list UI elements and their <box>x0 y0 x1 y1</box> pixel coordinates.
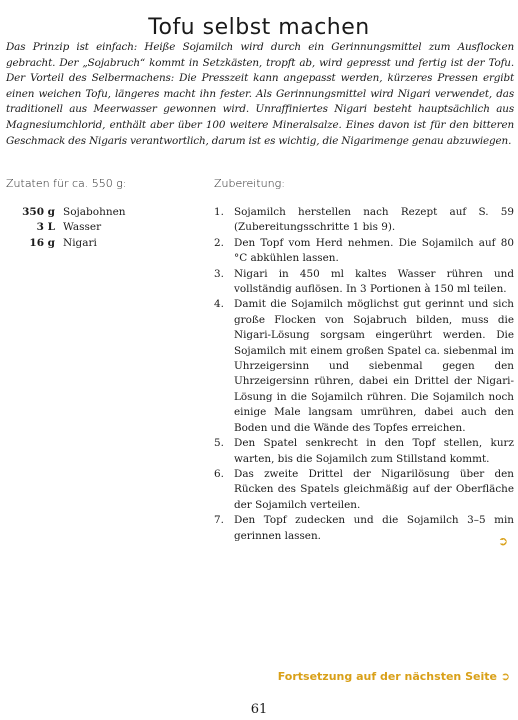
step-item <box>214 205 514 236</box>
step-text: Sojamilch herstellen nach Rezept auf S. 59 (Zubereitungsschritte 1 bis 9). <box>234 206 514 234</box>
step-text: Damit die Sojamilch möglichst gut gerinnt und sich große Flocken von Sojabruch bilden, muss die Nigari-Lösung sorgsam eingerührt werden. Die Sojamilch mit einem großen Spatel ca. siebenmal im Uhrzeigersinn und siebenmal gegen den Uhrzeigersinn rühren, dabei ein Drittel der Nigari-Lösung in die Sojamilch rühren. Die Sojamilch noch einige Male langsam umrühren, dabei auch den Boden und die Wände des Topfes erreichen. <box>234 298 514 434</box>
ingredient-amount: 350 g <box>22 206 55 218</box>
ingredient-name: Wasser <box>63 221 102 234</box>
step-item <box>214 297 514 436</box>
step-text: Nigari in 450 ml kaltes Wasser rühren und vollständig auflösen. In 3 Portionen à 150 ml teilen. <box>234 267 514 296</box>
step-number: 1. <box>214 206 224 218</box>
ingredients-heading: Zutaten für ca. 550 g: <box>6 177 127 190</box>
step-number: 2. <box>214 236 224 249</box>
ingredient-name: Sojabohnen <box>63 206 126 218</box>
ingredients-list <box>14 205 194 251</box>
steps-list <box>214 205 514 544</box>
step-number: 5. <box>214 437 224 450</box>
step-item <box>214 267 514 298</box>
step-item <box>214 467 514 513</box>
intro-paragraph: Das Prinzip ist einfach: Heiße Sojamilch wird durch ein Gerinnungsmittel zum Ausflocken gebracht. Der „Sojabruch“ kommt in Setzkästen, tropft ab, wird gepresst und fertig ist der Tofu. Der Vorteil des Selbermachens: Die Presszeit kann angepasst werden, kürzeres Pressen ergibt einen weichen Tofu, längeres macht ihn fester. Als Gerinnungsmittel wird Nigari verwendet, das traditionell aus Meerwasser gewonnen wird. Unraffiniertes Nigari besteht hauptsächlich aus Magnesiumchlorid, enthält aber über 100 weitere Mineralsalze. Eines davon ist für den bitteren Geschmack des Nigaris verantwortlich, darum ist es wichtig, die Nigarimenge genau abzuwiegen. <box>6 41 514 147</box>
ingredient-item <box>14 205 194 220</box>
step-number: 3. <box>214 267 224 280</box>
ingredient-name: Nigari <box>63 236 97 249</box>
step-text: Den Spatel senkrecht in den Topf stellen, kurz warten, bis die Sojamilch zum Stillstand kommt. <box>234 437 514 465</box>
page-number: 61 <box>250 702 268 717</box>
ingredient-amount: 3 L <box>36 221 55 234</box>
step-text: Den Topf zudecken und die Sojamilch 3–5 min gerinnen lassen. <box>234 514 514 542</box>
step-text: Das zweite Drittel der Nigarilösung über den Rücken des Spatels gleichmäßig auf der Oberfläche der Sojamilch verteilen. <box>234 467 514 511</box>
step-number: 4. <box>214 298 224 311</box>
step-item <box>214 236 514 267</box>
continue-arrow-icon: ➲ <box>498 534 509 548</box>
ingredient-item <box>14 220 194 235</box>
page-title: Tofu selbst machen <box>148 14 370 40</box>
step-number: 6. <box>214 467 224 480</box>
step-text: Den Topf vom Herd nehmen. Die Sojamilch auf 80 °C abkühlen lassen. <box>234 236 514 265</box>
continued-next-page-note: Fortsetzung auf der nächsten Seite ➲ <box>277 670 510 683</box>
step-number: 7. <box>214 514 224 527</box>
steps-heading: Zubereitung: <box>214 177 285 190</box>
ingredient-amount: 16 g <box>29 236 55 249</box>
ingredient-item <box>14 236 194 251</box>
step-item <box>214 513 514 544</box>
step-item <box>214 436 514 467</box>
